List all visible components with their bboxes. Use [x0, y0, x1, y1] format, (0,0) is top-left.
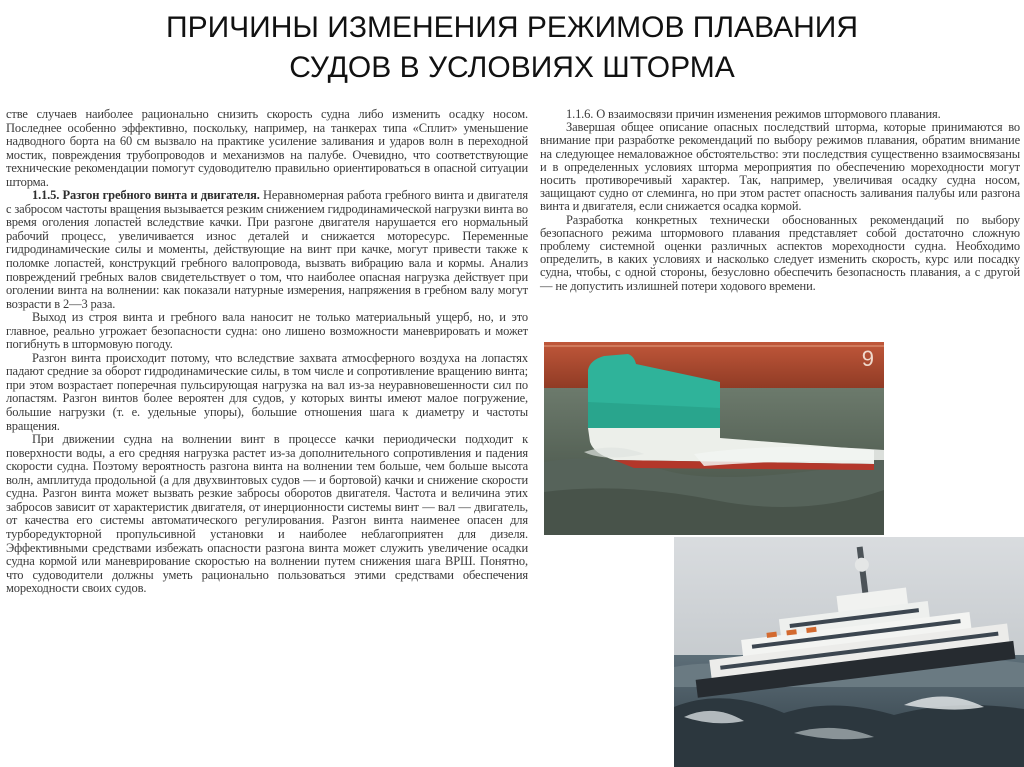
paragraph: Завершая общее описание опасных последствий шторма, которые принимаются во внимание при разработке рекомендаций по выбору режимов плавания, обратим внимание на следующее немаловажное обстоятельство: эти последствия существенно взаимосвязаны и в определенных условиях шторма мероприятия по обеспечению мореходности могут носить противоречивый характер. Так, например, увеличивая осадку судна носом, защищают судно от слеминга, но при этом растет опасность заливания палубы или разгона винта и двигателя, если снижается осадка кормой.	[540, 120, 1020, 214]
paragraph-text: Неравномерная работа гребного винта и двигателя с забросом частоты вращения вызывается резким снижением гидродинамической нагрузки винта во время оголения лопастей вследствие качки. При разгоне двигателя нарушается его нормальный рабочий процесс, увеличивается износ деталей и снижается моторесурс. Переменные гидродинамические силы и моменты, действующие на винт при качке, могут привести также к поломке лопастей, конструкций гребного валопровода, вызвать вибрацию вала и кормы. Анализ повреждений гребных валов свидетельствует о том, что наиболее опасная нагрузка действует при оголении винта на волнении: как показали натурные измерения, напряжения в гребном валу могут возрасти в 2—3 раза.	[6, 188, 528, 311]
ship-bow-illustration	[544, 342, 884, 535]
photo-cruise-ship-in-storm	[674, 537, 1024, 767]
paragraph: Разработка конкретных технически обоснованных рекомендаций по выбору безопасного режима штормового плавания представляет собой достаточно сложную проблему системной оценки различных аспектов мореходности судна. Необходимо определить, в каких условиях и насколько следует изменить скорость, курс или посадку судна, чтобы, с одной стороны, безусловно обеспечить безопасность плавания, а с другой — не допустить излишней потери ходового времени.	[540, 212, 1020, 293]
photo-ship-bow-in-waves	[544, 342, 884, 535]
paragraph: При движении судна на волнении винт в процессе качки периодически подходит к поверхности воды, а его средняя нагрузка растет из-за дополнительного сопротивления и падения скорости судна. Поэтому вероятность разгона винта на волнении тем больше, чем больше высота волн, амплитуда продольной (а для двухвинтовых судов — и бортовой) качки и снижение скорости судна. Разгон винта может вызвать резкие забросы оборотов двигателя. Частота и величина этих забросов зависит от характеристик двигателя, от инерционности системы винт — вал — двигатель, от качества его системы автоматического регулирования. Разгон винта наименее опасен для турборедукторной пропульсивной установки и наиболее неблагоприятен для дизеля. Эффективными средствами избежать опасности разгона винта может служить увеличение осадки судна кормой или маневрирование скоростью на волнении путем снижения шага ВРШ. Понятно, что судоводители должны уметь рационально пользоваться этими средствами обеспечения мореходности своих судов.	[6, 432, 528, 596]
paragraph: стве случаев наиболее рационально снизить скорость судна либо изменить осадку носом. Последнее особенно эффективно, поскольку, например, на танкерах типа «Сплит» уменьшение надводного борта на 60 см вызвало на практике усиление заливания и ударов волн в переходной мостик, повреждения трубопроводов и механизмов на палубе. Очевидно, что соответствующие технические рекомендации помогут судоводителю правильно ориентироваться в опасной ситуации шторма.	[6, 107, 528, 189]
section-heading-1-1-5: 1.1.5. Разгон гребного винта и двигателя.	[32, 188, 260, 203]
cruise-ship-illustration	[674, 537, 1024, 767]
slide-title-line-2: СУДОВ В УСЛОВИЯХ ШТОРМА	[289, 51, 735, 84]
section-paragraph	[6, 189, 528, 311]
paragraph: Выход из строя винта и гребного вала наносит не только материальный ущерб, но, и это главное, реально угрожает безопасности судна: оно лишено возможности маневрировать и может погибнуть в штормовую погоду.	[6, 310, 528, 352]
paragraph: Разгон винта происходит потому, что вследствие захвата атмосферного воздуха на лопастях падают средние за оборот гидродинамические силы, в том числе и сопротивление вращению винта; при этом возрастает поперечная пульсирующая нагрузка на вал из-за неуравновешенности сил по лопастям. Разгон винтов более вероятен для судов, у которых винты имеют малое погружение, большие нагрузки (т. е. удельные упоры), большие отношения шага к диаметру и частоты вращения.	[6, 350, 528, 433]
hull-marking-text: 9	[861, 346, 874, 371]
slide-title-line-1: ПРИЧИНЫ ИЗМЕНЕНИЯ РЕЖИМОВ ПЛАВАНИЯ	[166, 11, 858, 44]
slide-title	[0, 8, 1024, 88]
scanned-text-left-column	[6, 108, 528, 596]
section-heading-1-1-6: 1.1.6. О взаимосвязи причин изменения режимов штормового плавания.	[566, 107, 941, 121]
scanned-text-right-column	[540, 108, 1020, 293]
